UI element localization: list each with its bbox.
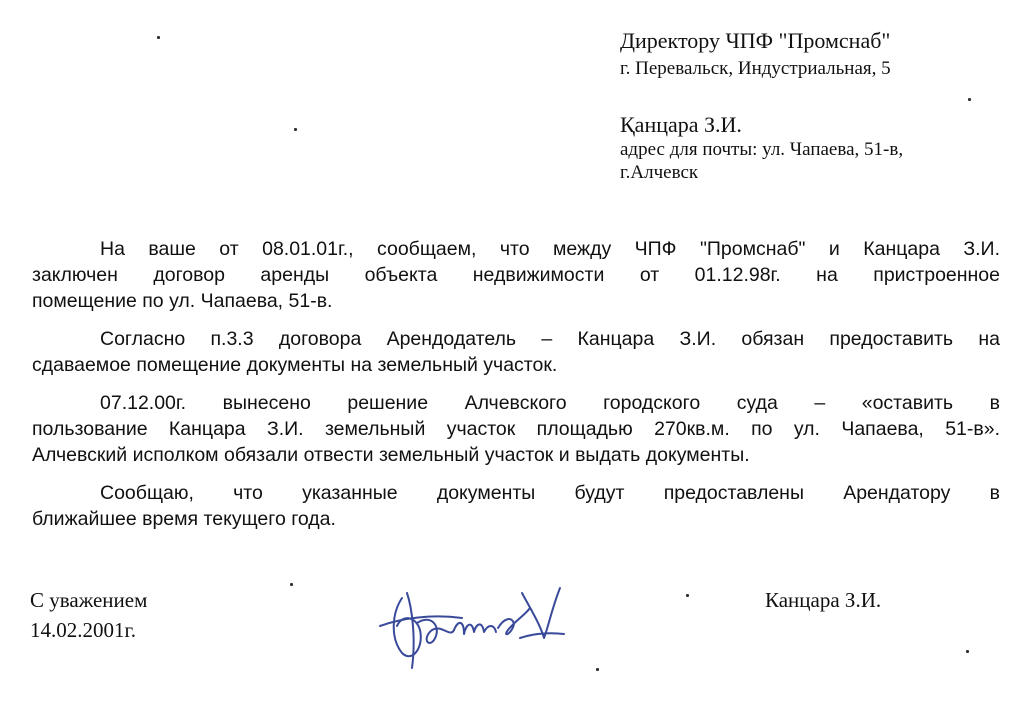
- paragraph-2: [32, 326, 1000, 378]
- closing-signer: Канцара З.И.: [765, 588, 882, 612]
- sender-mail-address-line1: адрес для почты: ул. Чапаева, 51-в,: [620, 139, 904, 160]
- paragraph-line: 07.12.00г. вынесено решение Алчевского городского суда – «оставить в: [100, 392, 1000, 414]
- paragraph-1: [32, 236, 1000, 314]
- signature-strokes: [380, 588, 564, 668]
- sender-name: Қанцара З.И.: [620, 112, 742, 137]
- paragraph-line: Согласно п.3.3 договора Арендодатель – Канцара З.И. обязан предоставить на: [100, 328, 1000, 350]
- sender-mail-address-line2: г.Алчевск: [620, 162, 699, 183]
- paragraph-line: пользование Канцара З.И. земельный участок площадью 270кв.м. по ул. Чапаева, 51-в».: [32, 418, 1000, 440]
- recipient-title: Директору ЧПФ "Промснаб": [620, 28, 891, 53]
- closing-salutation: С уважением: [30, 588, 148, 612]
- paragraph-line: На ваше от 08.01.01г., сообщаем, что между ЧПФ "Промснаб" и Канцара З.И.: [100, 238, 1000, 260]
- scan-speck: [686, 594, 689, 597]
- scan-speck: [294, 128, 297, 131]
- paragraph-line: Сообщаю, что указанные документы будут предоставлены Арендатору в: [100, 482, 1000, 504]
- paragraph-line: ближайшее время текущего года.: [32, 508, 336, 530]
- paragraph-line: сдаваемое помещение документы на земельный участок.: [32, 354, 558, 376]
- scan-speck: [290, 583, 293, 586]
- paragraph-3: [32, 390, 1000, 468]
- signature: [372, 568, 582, 678]
- letter-body: [32, 236, 1000, 544]
- closing-date: 14.02.2001г.: [30, 618, 136, 642]
- paragraph-line: Алчевский исполком обязали отвести земельный участок и выдать документы.: [32, 444, 750, 466]
- recipient-address: г. Перевальск, Индустриальная, 5: [620, 58, 891, 79]
- scan-speck: [966, 650, 969, 653]
- paragraph-4: [32, 480, 1000, 532]
- scan-speck: [596, 668, 599, 671]
- scan-speck: [968, 98, 971, 101]
- paragraph-line: помещение по ул. Чапаева, 51-в.: [32, 290, 333, 312]
- paragraph-line: заключен договор аренды объекта недвижимости от 01.12.98г. на пристроенное: [32, 264, 1000, 286]
- scan-speck: [157, 36, 160, 39]
